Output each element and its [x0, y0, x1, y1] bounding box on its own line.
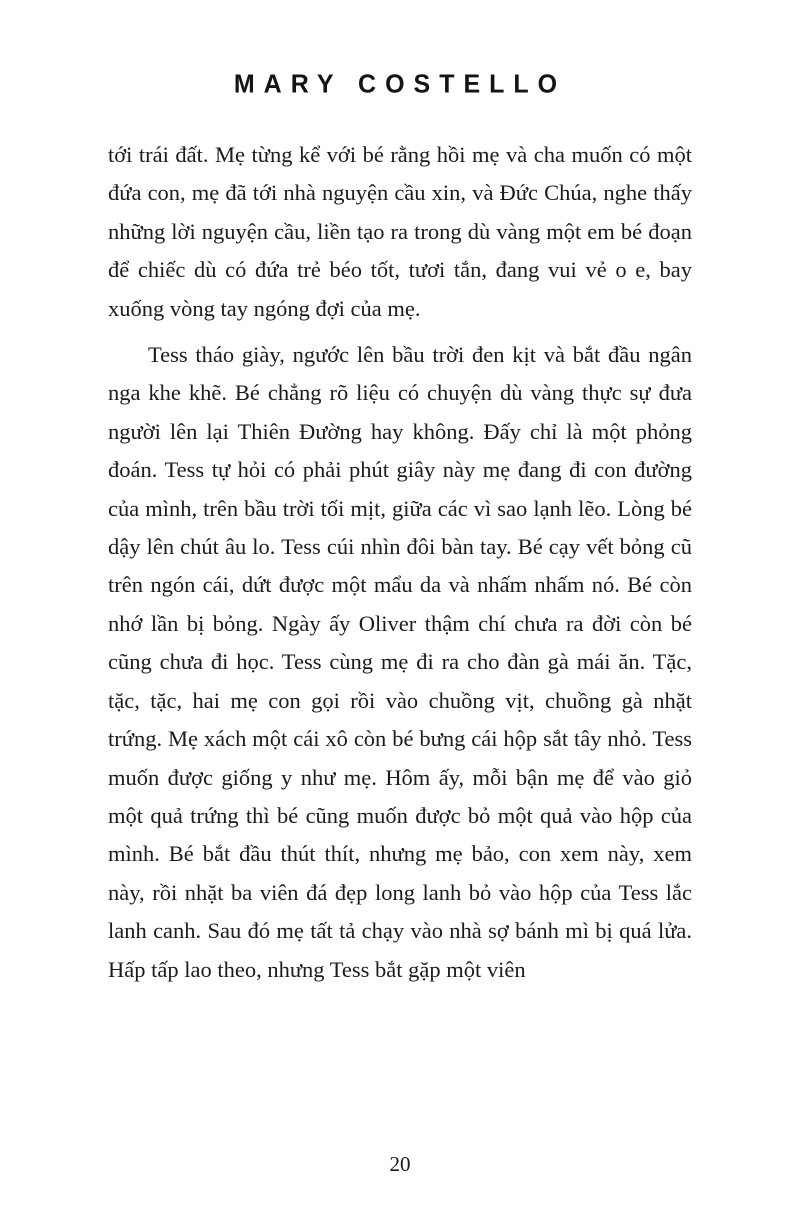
body-paragraph: tới trái đất. Mẹ từng kể với bé rằng hồi mẹ và cha muốn có một đứa con, mẹ đã tới nhà nguyện cầu xin, và Đức Chúa, nghe thấy những lời nguyện cầu, liền tạo ra trong dù vàng một em bé đoạn để chiếc dù có đứa trẻ béo tốt, tươi tắn, đang vui vẻ o e, bay xuống vòng tay ngóng đợi của mẹ.	[108, 142, 692, 321]
book-author-header: MARY COSTELLO	[233, 69, 567, 99]
body-text-block	[108, 136, 692, 989]
page-number: 20	[389, 1152, 411, 1176]
body-paragraph: Tess tháo giày, ngước lên bầu trời đen kịt và bắt đầu ngân nga khe khẽ. Bé chẳng rõ liệu có chuyện dù vàng thực sự đưa người lên lại Thiên Đường hay không. Đấy chỉ là một phỏng đoán. Tess tự hỏi có phải phút giây này mẹ đang đi con đường của mình, trên bầu trời tối mịt, giữa các vì sao lạnh lẽo. Lòng bé dậy lên chút âu lo. Tess cúi nhìn đôi bàn tay. Bé cạy vết bỏng cũ trên ngón cái, dứt được một mẩu da và nhấm nhấm nó. Bé còn nhớ lần bị bỏng. Ngày ấy Oliver thậm chí chưa ra đời còn bé cũng chưa đi học. Tess cùng mẹ đi ra cho đàn gà mái ăn. Tặc, tặc, tặc, hai mẹ con gọi rồi vào chuồng vịt, chuồng gà nhặt trứng. Mẹ xách một cái xô còn bé bưng cái hộp sắt tây nhỏ. Tess muốn được giống y như mẹ. Hôm ấy, mỗi bận mẹ để vào giỏ một quả trứng thì bé cũng muốn được bỏ một quả vào hộp của mình. Bé bắt đầu thút thít, nhưng mẹ bảo, con xem này, xem này, rồi nhặt ba viên đá đẹp long lanh bỏ vào hộp của Tess lắc lanh canh. Sau đó mẹ tất tả chạy vào nhà sợ bánh mì bị quá lửa. Hấp tấp lao theo, nhưng Tess bắt gặp một viên	[108, 342, 692, 982]
